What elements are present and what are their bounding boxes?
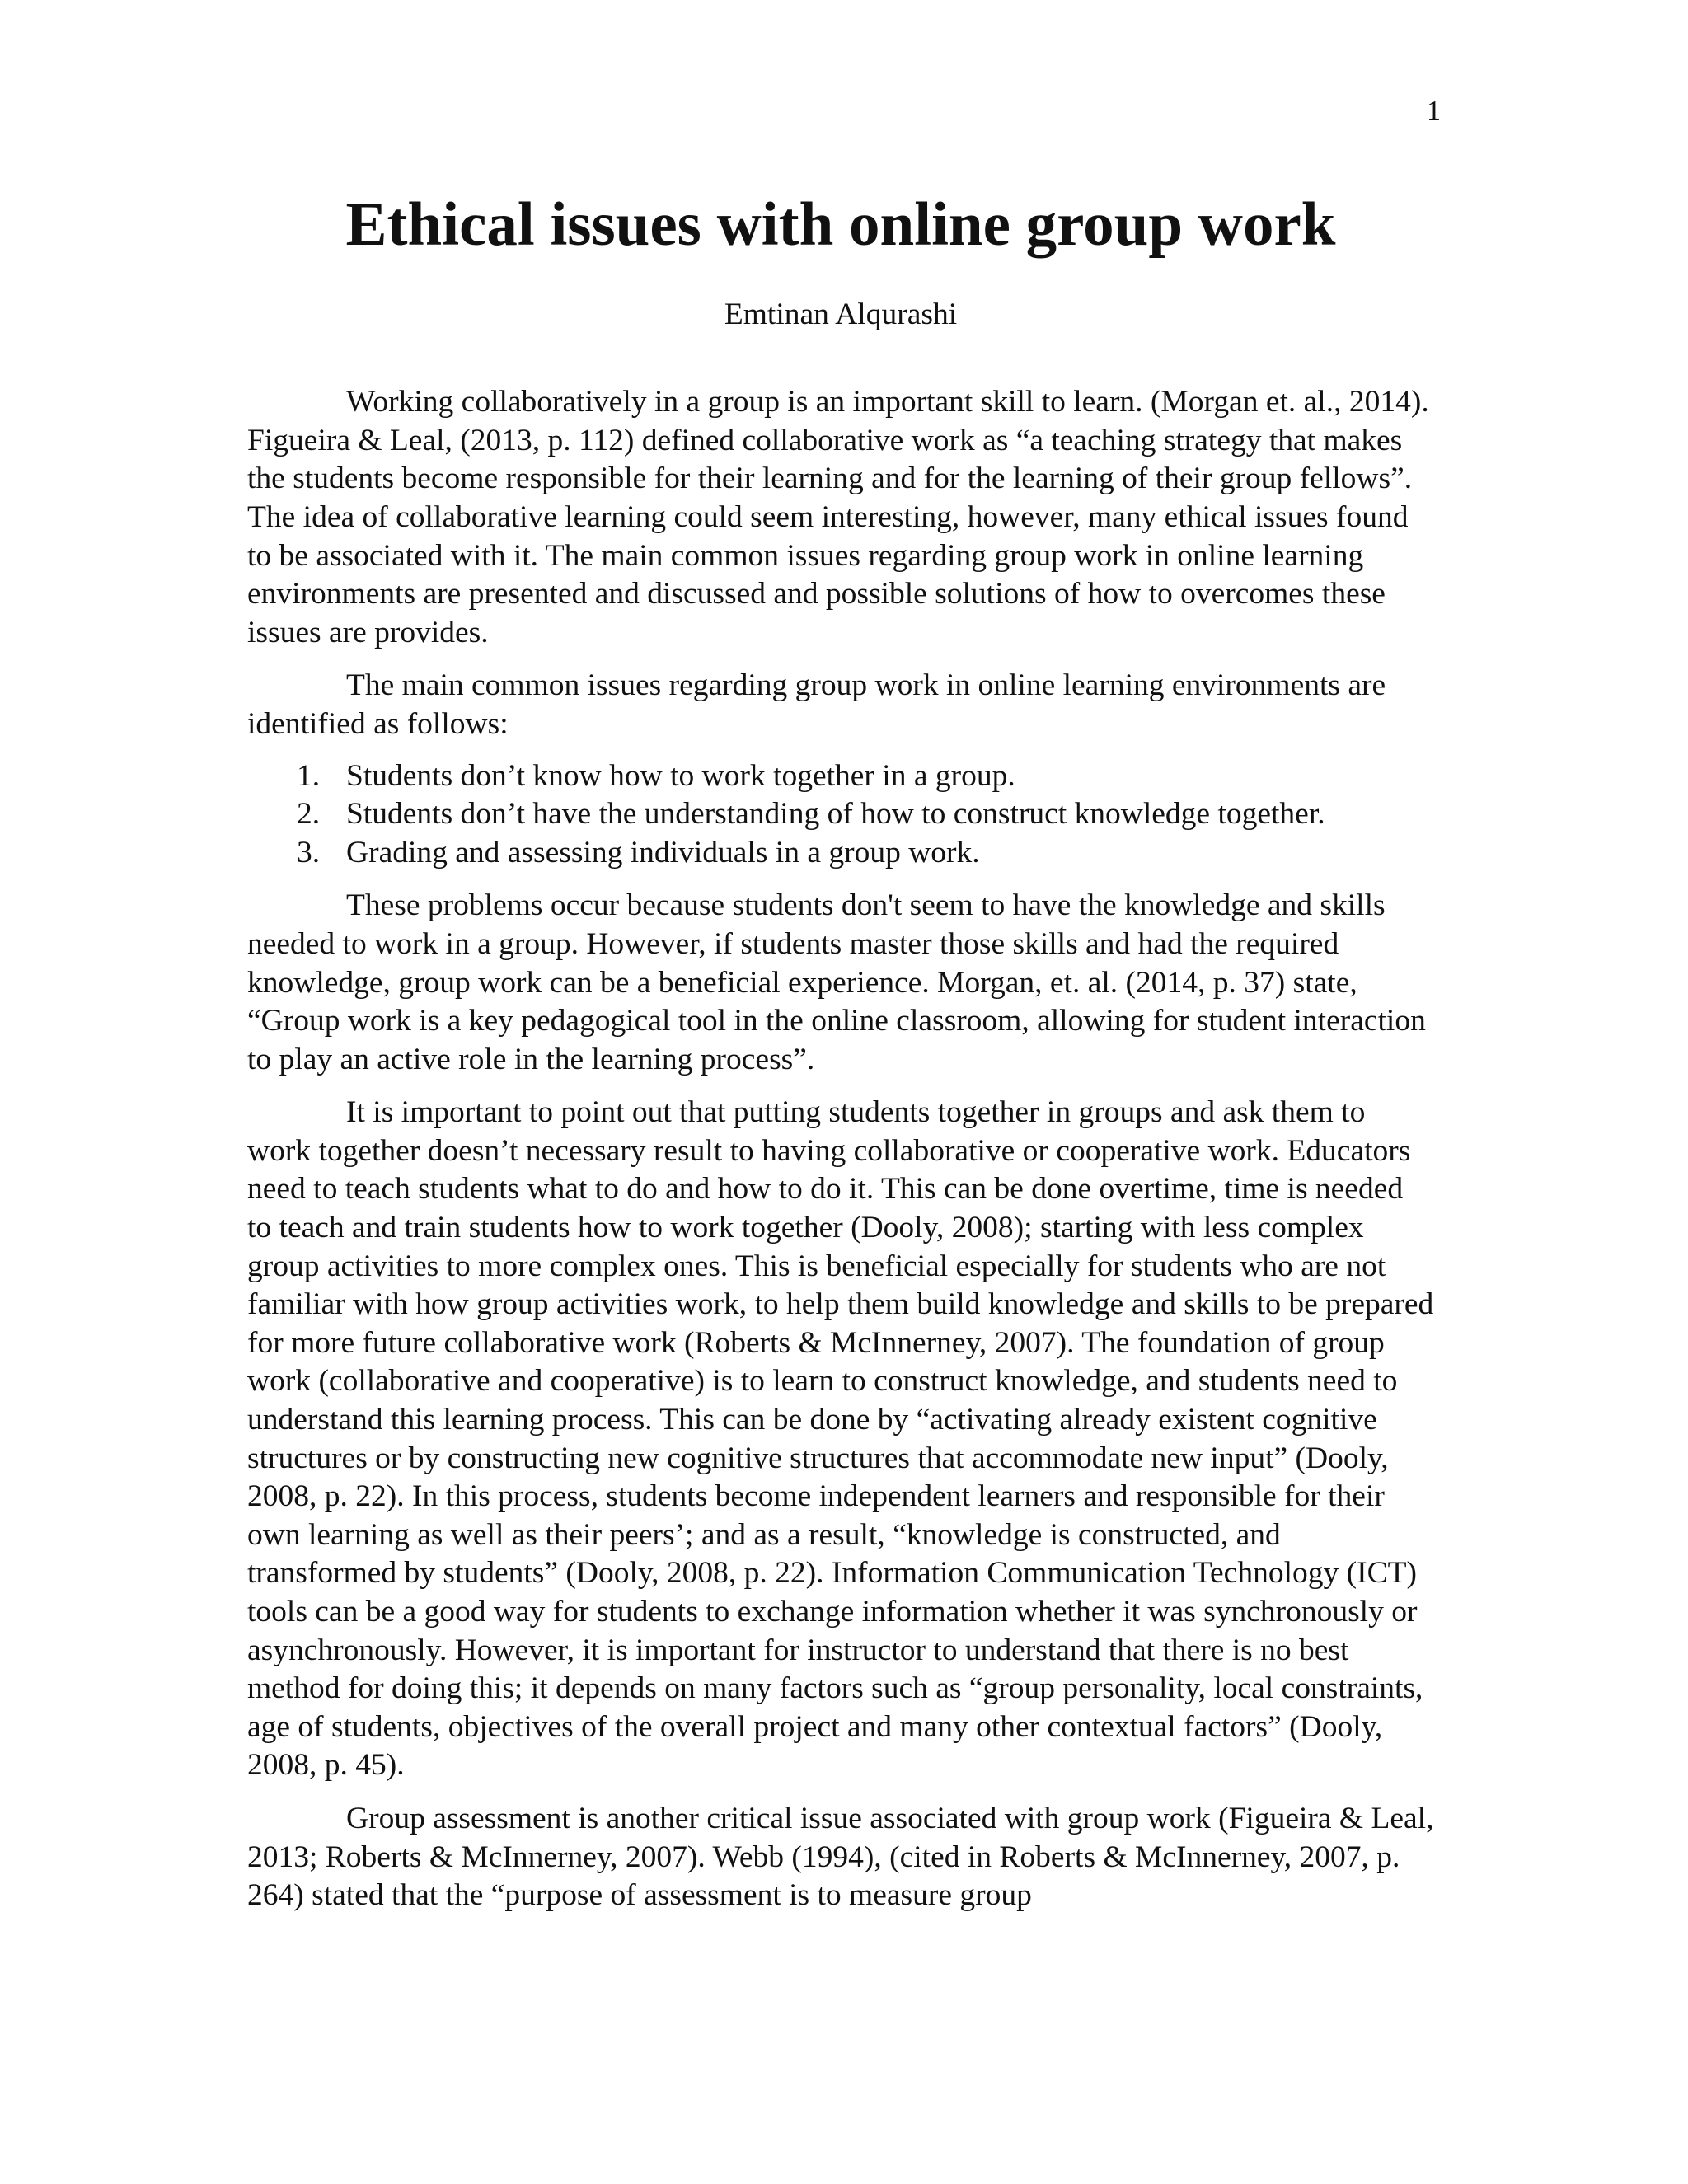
list-item-text: Grading and assessing individuals in a group work. — [346, 835, 980, 869]
paragraph-assessment: Group assessment is another critical issue associated with group work (Figueira & Leal, 2013; Roberts & McInnerney, 2007). Webb (1994), (cited in Roberts & McInnerney, 2007, p. 264) stated that the “purpose of assessment is to measure group — [247, 1801, 1434, 1913]
paragraph-issues-lead: The main common issues regarding group work in online learning environments are identified as follows: — [247, 668, 1386, 741]
issues-list — [247, 757, 1434, 873]
paragraph-importance: It is important to point out that putting students together in groups and ask them to work together doesn’t necessary result to having collaborative or cooperative work. Educators need to teach students what to do and how to do it. This can be done overtime, time is needed to teach and train students how to work together (Dooly, 2008); starting with less complex group activities to more complex ones. This is beneficial especially for students who are not familiar with how group activities work, to help them build knowledge and skills to be prepared for more future collaborative work (Roberts & McInnerney, 2007). The foundation of group work (collaborative and cooperative) is to learn to construct knowledge, and students need to understand this learning process. This can be done by “activating already existent cognitive structures or by constructing new cognitive structures that accommodate new input” (Dooly, 2008, p. 22). In this process, students become independent learners and responsible for their own learning as well as their peers’; and as a result, “knowledge is constructed, and transformed by students” (Dooly, 2008, p. 22). Information Communication Technology (ICT) tools can be a good way for students to exchange information whether it was synchronously or asynchronously. However, it is important for instructor to understand that there is no best method for doing this; it depends on many factors such as “group personality, local constraints, age of students, objectives of the overall project and many other contextual factors” (Dooly, 2008, p. 45). — [247, 1095, 1434, 1783]
list-item-text: Students don’t have the understanding of how to construct knowledge together. — [346, 797, 1325, 832]
list-item-number: 3. — [297, 835, 321, 869]
document-body — [247, 190, 1434, 1915]
paragraph-problems: These problems occur because students don't seem to have the knowledge and skills needed to work in a group. However, if students master those skills and had the required knowledge, group work can be a beneficial experience. Morgan, et. al. (2014, p. 37) state, “Group work is a key pedagogical tool in the online classroom, allowing for student interaction to play an active role in the learning process”. — [247, 888, 1426, 1076]
list-item — [247, 795, 1434, 834]
list-item-text: Students don’t know how to work together in a group. — [346, 758, 1015, 793]
list-item — [247, 757, 1434, 796]
paragraph-intro: Working collaboratively in a group is an important skill to learn. (Morgan et. al., 2014). Figueira & Leal, (2013, p. 112) defined collaborative work as “a teaching strategy that makes the students become responsible for their learning and for the learning of their group fellows”. The idea of collaborative learning could seem interesting, however, many ethical issues found to be associated with it. The main common issues regarding group work in online learning environments are presented and discussed and possible solutions of how to overcomes these issues are provides. — [247, 385, 1429, 649]
page-number: 1 — [1427, 96, 1441, 126]
document-title: Ethical issues with online group work — [345, 190, 1336, 259]
document-author: Emtinan Alqurashi — [724, 297, 958, 331]
list-item — [247, 834, 1434, 873]
list-item-number: 2. — [297, 797, 321, 832]
list-item-number: 1. — [297, 758, 321, 793]
